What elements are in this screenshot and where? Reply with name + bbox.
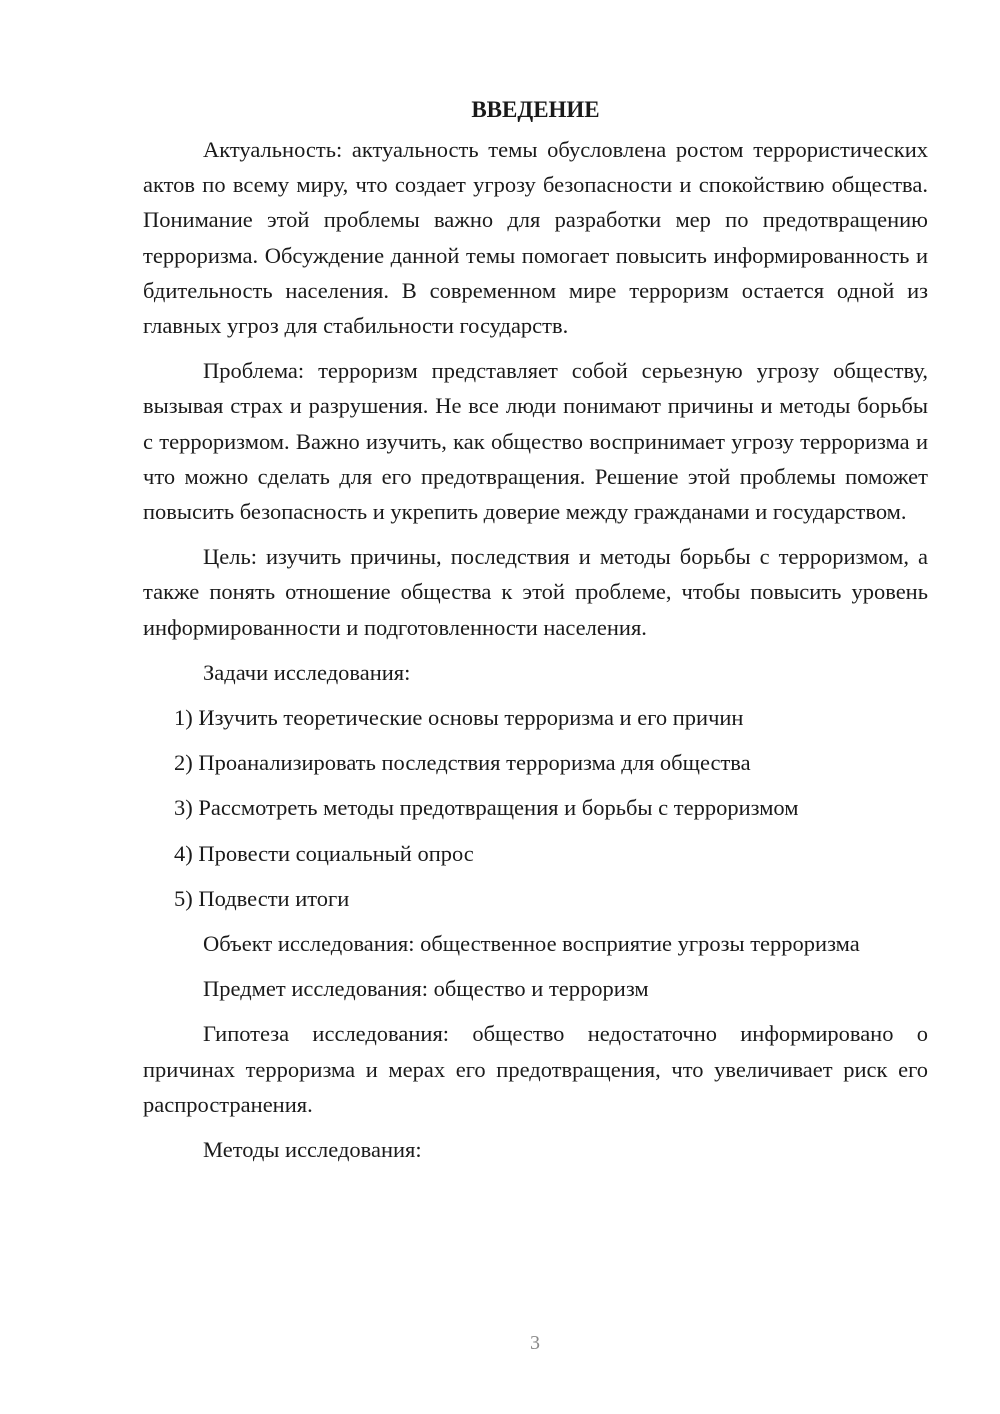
task-item: 1) Изучить теоретические основы терроризма и его причин xyxy=(174,705,744,731)
task-item: 5) Подвести итоги xyxy=(174,885,350,911)
problem-paragraph: Проблема: терроризм представляет собой серьезную угрозу обществу, вызывая страх и разрушения. Не все люди понимают причины и методы борьбы с терроризмом. Важно изучить, как общество воспринимает угрозу терроризма и что можно сделать для его предотвращения. Решение этой проблемы поможет повысить безопасность и укрепить доверие между гражданами и государством. xyxy=(143,358,928,525)
goal-paragraph: Цель: изучить причины, последствия и методы борьбы с терроризмом, а также понять отношение общества к этой проблеме, чтобы повысить уровень информированности и подготовленности населения. xyxy=(143,544,928,640)
task-item: 3) Рассмотреть методы предотвращения и борьбы с терроризмом xyxy=(174,795,799,821)
relevance-paragraph: Актуальность: актуальность темы обусловлена ростом террористических актов по всему миру, что создает угрозу безопасности и спокойствию общества. Понимание этой проблемы важно для разработки мер по предотвращению терроризма. Обсуждение данной темы помогает повысить информированность и бдительность населения. В современном мире терроризм остается одной из главных угроз для стабильности государств. xyxy=(143,137,928,339)
tasks-list xyxy=(143,700,928,916)
page-content xyxy=(143,92,928,1177)
task-item: 4) Провести социальный опрос xyxy=(174,840,474,866)
page-number: 3 xyxy=(530,1332,540,1354)
object-paragraph: Объект исследования: общественное восприятие угрозы терроризма xyxy=(203,931,860,957)
task-item: 2) Проанализировать последствия терроризма для общества xyxy=(174,750,751,776)
hypothesis-paragraph: Гипотеза исследования: общество недостаточно информировано о причинах терроризма и мерах его предотвращения, что увеличивает риск его распространения. xyxy=(143,1021,928,1117)
tasks-heading: Задачи исследования: xyxy=(203,659,411,685)
section-title: ВВЕДЕНИЕ xyxy=(471,97,600,122)
methods-heading: Методы исследования: xyxy=(203,1137,422,1163)
subject-paragraph: Предмет исследования: общество и терроризм xyxy=(203,976,649,1002)
